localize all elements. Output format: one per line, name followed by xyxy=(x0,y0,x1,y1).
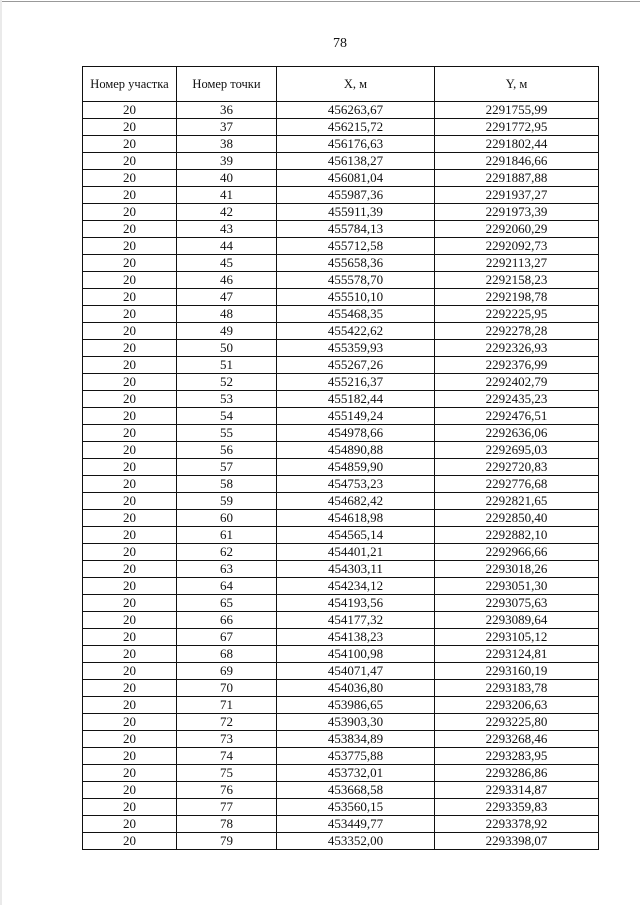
header-point-number: Номер точки xyxy=(177,67,277,102)
cell-point-number: 55 xyxy=(177,425,277,442)
cell-plot-number: 20 xyxy=(83,221,177,238)
cell-y: 2293268,46 xyxy=(435,731,599,748)
table-row xyxy=(83,816,599,833)
cell-y: 2293225,80 xyxy=(435,714,599,731)
cell-y: 2292092,73 xyxy=(435,238,599,255)
table-row xyxy=(83,663,599,680)
cell-y: 2292476,51 xyxy=(435,408,599,425)
header-plot-number: Номер участка xyxy=(83,67,177,102)
cell-point-number: 66 xyxy=(177,612,277,629)
cell-y: 2291846,66 xyxy=(435,153,599,170)
cell-y: 2291937,27 xyxy=(435,187,599,204)
cell-plot-number: 20 xyxy=(83,255,177,272)
table-row xyxy=(83,204,599,221)
cell-point-number: 48 xyxy=(177,306,277,323)
cell-plot-number: 20 xyxy=(83,595,177,612)
cell-plot-number: 20 xyxy=(83,204,177,221)
table-row xyxy=(83,272,599,289)
cell-y: 2293314,87 xyxy=(435,782,599,799)
cell-plot-number: 20 xyxy=(83,646,177,663)
cell-x: 455712,58 xyxy=(277,238,435,255)
cell-y: 2292776,68 xyxy=(435,476,599,493)
cell-plot-number: 20 xyxy=(83,561,177,578)
cell-point-number: 47 xyxy=(177,289,277,306)
cell-point-number: 79 xyxy=(177,833,277,850)
cell-x: 453903,30 xyxy=(277,714,435,731)
cell-plot-number: 20 xyxy=(83,425,177,442)
cell-y: 2293089,64 xyxy=(435,612,599,629)
cell-y: 2293124,81 xyxy=(435,646,599,663)
cell-plot-number: 20 xyxy=(83,612,177,629)
cell-x: 454036,80 xyxy=(277,680,435,697)
cell-point-number: 74 xyxy=(177,748,277,765)
cell-x: 454071,47 xyxy=(277,663,435,680)
cell-y: 2293378,92 xyxy=(435,816,599,833)
cell-y: 2293398,07 xyxy=(435,833,599,850)
page-number: 78 xyxy=(333,36,347,51)
table-row xyxy=(83,646,599,663)
cell-plot-number: 20 xyxy=(83,765,177,782)
cell-point-number: 50 xyxy=(177,340,277,357)
cell-plot-number: 20 xyxy=(83,391,177,408)
cell-x: 454234,12 xyxy=(277,578,435,595)
cell-plot-number: 20 xyxy=(83,289,177,306)
table-row xyxy=(83,289,599,306)
cell-x: 454859,90 xyxy=(277,459,435,476)
cell-point-number: 42 xyxy=(177,204,277,221)
cell-x: 455359,93 xyxy=(277,340,435,357)
cell-plot-number: 20 xyxy=(83,680,177,697)
cell-x: 454565,14 xyxy=(277,527,435,544)
cell-point-number: 38 xyxy=(177,136,277,153)
table-row xyxy=(83,170,599,187)
table-row xyxy=(83,748,599,765)
cell-x: 456215,72 xyxy=(277,119,435,136)
cell-plot-number: 20 xyxy=(83,476,177,493)
cell-x: 454753,23 xyxy=(277,476,435,493)
table-row xyxy=(83,340,599,357)
cell-plot-number: 20 xyxy=(83,238,177,255)
table-row xyxy=(83,425,599,442)
cell-point-number: 59 xyxy=(177,493,277,510)
table-header xyxy=(83,67,599,102)
cell-plot-number: 20 xyxy=(83,731,177,748)
cell-y: 2291755,99 xyxy=(435,102,599,119)
cell-x: 454401,21 xyxy=(277,544,435,561)
table-row xyxy=(83,119,599,136)
cell-point-number: 64 xyxy=(177,578,277,595)
cell-plot-number: 20 xyxy=(83,493,177,510)
cell-y: 2291973,39 xyxy=(435,204,599,221)
table-row xyxy=(83,357,599,374)
cell-x: 454682,42 xyxy=(277,493,435,510)
cell-y: 2291887,88 xyxy=(435,170,599,187)
cell-x: 455658,36 xyxy=(277,255,435,272)
cell-y: 2292158,23 xyxy=(435,272,599,289)
cell-plot-number: 20 xyxy=(83,442,177,459)
cell-y: 2292821,65 xyxy=(435,493,599,510)
cell-point-number: 62 xyxy=(177,544,277,561)
cell-point-number: 76 xyxy=(177,782,277,799)
cell-plot-number: 20 xyxy=(83,136,177,153)
cell-plot-number: 20 xyxy=(83,374,177,391)
cell-plot-number: 20 xyxy=(83,816,177,833)
cell-point-number: 65 xyxy=(177,595,277,612)
cell-x: 453352,00 xyxy=(277,833,435,850)
table-row xyxy=(83,187,599,204)
cell-x: 454138,23 xyxy=(277,629,435,646)
cell-x: 455216,37 xyxy=(277,374,435,391)
cell-x: 453834,89 xyxy=(277,731,435,748)
cell-x: 455578,70 xyxy=(277,272,435,289)
cell-x: 454193,56 xyxy=(277,595,435,612)
cell-point-number: 75 xyxy=(177,765,277,782)
cell-y: 2292966,66 xyxy=(435,544,599,561)
table-row xyxy=(83,153,599,170)
cell-x: 453449,77 xyxy=(277,816,435,833)
cell-plot-number: 20 xyxy=(83,663,177,680)
cell-point-number: 46 xyxy=(177,272,277,289)
table-row xyxy=(83,238,599,255)
cell-y: 2292882,10 xyxy=(435,527,599,544)
table-row xyxy=(83,408,599,425)
cell-y: 2293206,63 xyxy=(435,697,599,714)
cell-x: 456263,67 xyxy=(277,102,435,119)
cell-plot-number: 20 xyxy=(83,323,177,340)
cell-x: 453775,88 xyxy=(277,748,435,765)
cell-y: 2292636,06 xyxy=(435,425,599,442)
table-row xyxy=(83,374,599,391)
cell-y: 2293183,78 xyxy=(435,680,599,697)
cell-point-number: 44 xyxy=(177,238,277,255)
cell-x: 455149,24 xyxy=(277,408,435,425)
cell-point-number: 67 xyxy=(177,629,277,646)
cell-plot-number: 20 xyxy=(83,170,177,187)
cell-point-number: 49 xyxy=(177,323,277,340)
table-row xyxy=(83,102,599,119)
cell-x: 454978,66 xyxy=(277,425,435,442)
cell-point-number: 73 xyxy=(177,731,277,748)
cell-y: 2291772,95 xyxy=(435,119,599,136)
table-row xyxy=(83,595,599,612)
scan-left-edge xyxy=(0,0,2,905)
cell-y: 2293018,26 xyxy=(435,561,599,578)
cell-x: 455182,44 xyxy=(277,391,435,408)
table-row xyxy=(83,136,599,153)
cell-plot-number: 20 xyxy=(83,340,177,357)
cell-plot-number: 20 xyxy=(83,272,177,289)
table-row xyxy=(83,561,599,578)
cell-x: 456138,27 xyxy=(277,153,435,170)
cell-y: 2292225,95 xyxy=(435,306,599,323)
cell-point-number: 57 xyxy=(177,459,277,476)
cell-plot-number: 20 xyxy=(83,833,177,850)
cell-point-number: 36 xyxy=(177,102,277,119)
cell-y: 2291802,44 xyxy=(435,136,599,153)
cell-plot-number: 20 xyxy=(83,153,177,170)
cell-point-number: 60 xyxy=(177,510,277,527)
table-row xyxy=(83,510,599,527)
cell-x: 453732,01 xyxy=(277,765,435,782)
table-row xyxy=(83,833,599,850)
header-y-coordinate: Y, м xyxy=(435,67,599,102)
table-row xyxy=(83,476,599,493)
cell-point-number: 53 xyxy=(177,391,277,408)
cell-plot-number: 20 xyxy=(83,306,177,323)
cell-point-number: 70 xyxy=(177,680,277,697)
cell-point-number: 41 xyxy=(177,187,277,204)
cell-plot-number: 20 xyxy=(83,102,177,119)
cell-y: 2292113,27 xyxy=(435,255,599,272)
table-row xyxy=(83,527,599,544)
cell-point-number: 71 xyxy=(177,697,277,714)
cell-y: 2292850,40 xyxy=(435,510,599,527)
cell-y: 2292326,93 xyxy=(435,340,599,357)
cell-y: 2292695,03 xyxy=(435,442,599,459)
cell-point-number: 51 xyxy=(177,357,277,374)
cell-plot-number: 20 xyxy=(83,527,177,544)
table-row xyxy=(83,544,599,561)
cell-point-number: 61 xyxy=(177,527,277,544)
cell-plot-number: 20 xyxy=(83,629,177,646)
cell-x: 454618,98 xyxy=(277,510,435,527)
cell-plot-number: 20 xyxy=(83,187,177,204)
table-row xyxy=(83,323,599,340)
cell-point-number: 37 xyxy=(177,119,277,136)
cell-point-number: 63 xyxy=(177,561,277,578)
cell-y: 2292278,28 xyxy=(435,323,599,340)
cell-x: 456081,04 xyxy=(277,170,435,187)
cell-y: 2293286,86 xyxy=(435,765,599,782)
table-row xyxy=(83,629,599,646)
cell-plot-number: 20 xyxy=(83,510,177,527)
table-row xyxy=(83,221,599,238)
cell-plot-number: 20 xyxy=(83,544,177,561)
table-row xyxy=(83,255,599,272)
cell-y: 2292435,23 xyxy=(435,391,599,408)
cell-plot-number: 20 xyxy=(83,408,177,425)
cell-plot-number: 20 xyxy=(83,119,177,136)
cell-y: 2293075,63 xyxy=(435,595,599,612)
cell-y: 2292402,79 xyxy=(435,374,599,391)
cell-y: 2293051,30 xyxy=(435,578,599,595)
table-row xyxy=(83,799,599,816)
table-row xyxy=(83,493,599,510)
cell-x: 454100,98 xyxy=(277,646,435,663)
table-row xyxy=(83,782,599,799)
cell-point-number: 78 xyxy=(177,816,277,833)
cell-x: 453668,58 xyxy=(277,782,435,799)
cell-plot-number: 20 xyxy=(83,697,177,714)
cell-point-number: 39 xyxy=(177,153,277,170)
cell-point-number: 52 xyxy=(177,374,277,391)
cell-plot-number: 20 xyxy=(83,714,177,731)
cell-x: 455468,35 xyxy=(277,306,435,323)
table-row xyxy=(83,612,599,629)
scan-top-rule xyxy=(0,1,640,2)
coordinates-table xyxy=(82,66,599,850)
table-row xyxy=(83,391,599,408)
table-row xyxy=(83,578,599,595)
cell-x: 456176,63 xyxy=(277,136,435,153)
cell-x: 455784,13 xyxy=(277,221,435,238)
cell-plot-number: 20 xyxy=(83,459,177,476)
cell-plot-number: 20 xyxy=(83,799,177,816)
cell-x: 455422,62 xyxy=(277,323,435,340)
cell-y: 2293359,83 xyxy=(435,799,599,816)
cell-x: 455267,26 xyxy=(277,357,435,374)
cell-point-number: 72 xyxy=(177,714,277,731)
cell-plot-number: 20 xyxy=(83,357,177,374)
cell-y: 2292198,78 xyxy=(435,289,599,306)
cell-x: 454303,11 xyxy=(277,561,435,578)
cell-plot-number: 20 xyxy=(83,748,177,765)
cell-y: 2293105,12 xyxy=(435,629,599,646)
cell-x: 453986,65 xyxy=(277,697,435,714)
cell-point-number: 56 xyxy=(177,442,277,459)
cell-point-number: 58 xyxy=(177,476,277,493)
cell-point-number: 43 xyxy=(177,221,277,238)
cell-point-number: 69 xyxy=(177,663,277,680)
cell-y: 2293160,19 xyxy=(435,663,599,680)
table-body xyxy=(83,102,599,850)
cell-point-number: 40 xyxy=(177,170,277,187)
cell-x: 455987,36 xyxy=(277,187,435,204)
table-row xyxy=(83,680,599,697)
cell-x: 455911,39 xyxy=(277,204,435,221)
cell-y: 2292376,99 xyxy=(435,357,599,374)
cell-y: 2293283,95 xyxy=(435,748,599,765)
table-row xyxy=(83,442,599,459)
cell-point-number: 68 xyxy=(177,646,277,663)
cell-point-number: 77 xyxy=(177,799,277,816)
cell-x: 453560,15 xyxy=(277,799,435,816)
cell-x: 455510,10 xyxy=(277,289,435,306)
cell-point-number: 45 xyxy=(177,255,277,272)
table-row xyxy=(83,306,599,323)
cell-plot-number: 20 xyxy=(83,578,177,595)
cell-y: 2292060,29 xyxy=(435,221,599,238)
cell-x: 454890,88 xyxy=(277,442,435,459)
table-row xyxy=(83,714,599,731)
cell-plot-number: 20 xyxy=(83,782,177,799)
table-row xyxy=(83,459,599,476)
cell-point-number: 54 xyxy=(177,408,277,425)
header-x-coordinate: X, м xyxy=(277,67,435,102)
cell-y: 2292720,83 xyxy=(435,459,599,476)
table-row xyxy=(83,697,599,714)
table-row xyxy=(83,731,599,748)
table-row xyxy=(83,765,599,782)
header-row xyxy=(83,67,599,102)
cell-x: 454177,32 xyxy=(277,612,435,629)
